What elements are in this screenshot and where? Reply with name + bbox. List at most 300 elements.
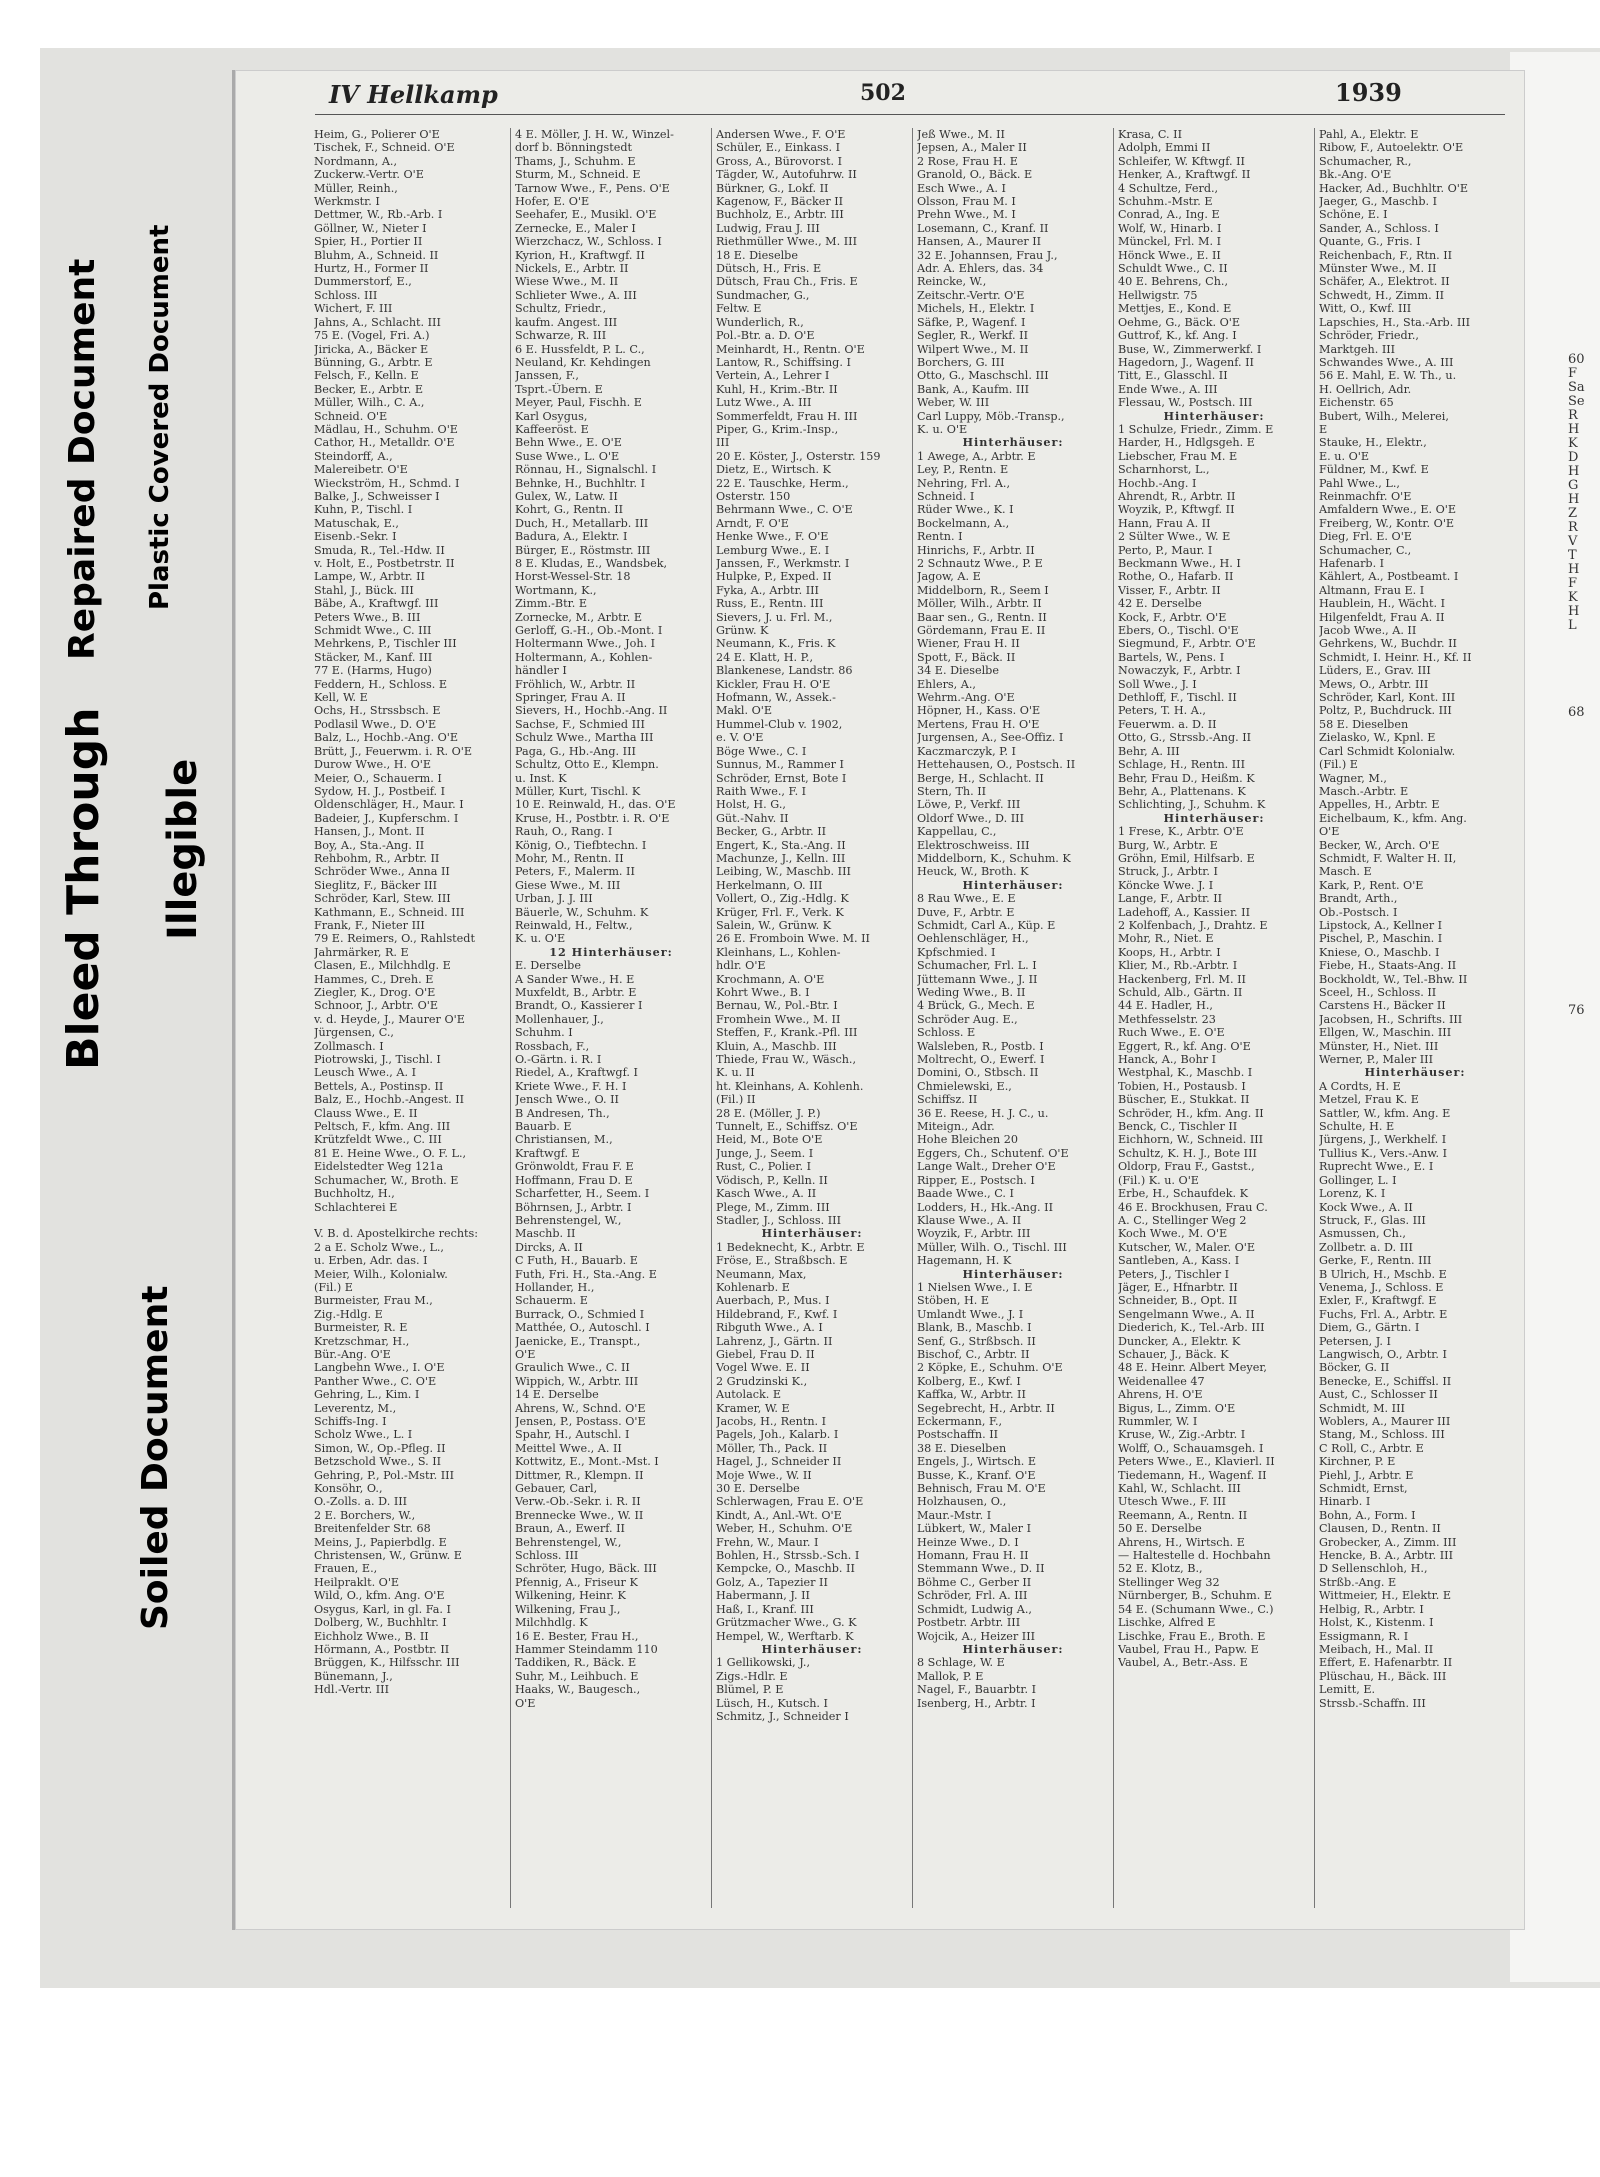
directory-entry: Seehafer, E., Musikl. O'E xyxy=(515,208,657,222)
directory-entry: Eichhorn, W., Schneid. III xyxy=(1118,1133,1264,1147)
directory-entry: Schröter, Hugo, Bäck. III xyxy=(515,1562,657,1576)
directory-entry: Hummel-Club v. 1902, xyxy=(716,717,843,731)
directory-entry: Koops, H., Arbtr. I xyxy=(1118,945,1221,959)
directory-entry: Hagemann, H. K xyxy=(917,1254,1012,1268)
directory-entry: Wortmann, K., xyxy=(515,583,597,597)
directory-entry: 36 E. Reese, H. J. C., u. xyxy=(917,1106,1049,1120)
directory-entry: Werner, P., Maler III xyxy=(1319,1053,1434,1067)
directory-entry: Wiese Wwe., M. II xyxy=(515,275,619,289)
directory-entry: Jiricka, A., Bäcker E xyxy=(314,342,429,356)
directory-entry: 1 Bedeknecht, K., Arbtr. E xyxy=(716,1240,865,1254)
directory-entry: Suhr, M., Leihbuch. E xyxy=(515,1669,639,1683)
directory-entry: Buse, W., Zimmerwerkf. I xyxy=(1118,342,1262,356)
directory-entry: Sturm, M., Schneid. E xyxy=(515,168,641,182)
directory-entry: Hackenberg, Frl. M. II xyxy=(1118,972,1246,986)
directory-entry: Kasch Wwe., A. II xyxy=(716,1187,817,1201)
edge-fragment: H xyxy=(1568,492,1580,507)
directory-entry: Neumann, Max, xyxy=(716,1267,807,1281)
directory-entry: Sydow, H. J., Postbeif. I xyxy=(314,784,446,798)
directory-entry: Schmidt, F. Walter H. II, xyxy=(1319,851,1457,865)
directory-entry: Behr, A. III xyxy=(1118,744,1180,758)
directory-entry: Christiansen, M., xyxy=(515,1133,613,1147)
directory-entry: Carl Luppy, Möb.-Transp., xyxy=(917,409,1065,423)
directory-entry: Harder, H., Hdlgsgeh. E xyxy=(1118,436,1255,450)
directory-entry: dorf b. Bönningstedt xyxy=(515,141,633,155)
directory-entry: Schmitz, J., Schneider I xyxy=(716,1709,849,1723)
directory-entry: Wippich, W., Arbtr. III xyxy=(515,1374,639,1388)
directory-entry: Matthée, O., Autoschl. I xyxy=(515,1321,650,1335)
directory-entry: Jahns, A., Schlacht. III xyxy=(314,315,441,329)
directory-entry: Schloss. E xyxy=(917,1026,976,1040)
directory-entry: Schlieter Wwe., A. III xyxy=(515,288,637,302)
directory-entry: Schumacher, W., Broth. E xyxy=(314,1173,459,1187)
directory-entry: Tsprt.-Übern. E xyxy=(515,382,603,396)
directory-entry: Höpner, H., Kass. O'E xyxy=(917,704,1041,718)
directory-entry: Middelborn, K., Schuhm. K xyxy=(917,851,1071,865)
directory-entry: Osygus, Karl, in gl. Fa. I xyxy=(314,1602,451,1616)
directory-entry: Hammer Steindamm 110 xyxy=(515,1642,658,1656)
directory-entry: Müller, Kurt, Tischl. K xyxy=(515,784,641,798)
directory-entry: 2 Rose, Frau H. E xyxy=(917,154,1018,168)
directory-entry: Schlerwagen, Frau E. O'E xyxy=(716,1495,864,1509)
directory-entry: Jensen, P., Postass. O'E xyxy=(515,1415,646,1428)
directory-entry: Ahrens, W., Schnd. O'E xyxy=(515,1401,646,1415)
directory-entry: Becker, W., Arch. O'E xyxy=(1319,838,1440,852)
directory-entry: Münckel, Frl. M. I xyxy=(1118,235,1222,249)
directory-entry: Kretzschmar, H., xyxy=(314,1334,410,1348)
directory-entry: Schröder Wwe., Anna II xyxy=(314,865,450,879)
directory-entry: Säfke, P., Wagenf. I xyxy=(917,315,1026,329)
directory-entry: Sunnus, M., Rammer I xyxy=(716,758,844,772)
directory-entry: Maschb. II xyxy=(515,1227,576,1241)
directory-entry: Tiedemann, H., Wagenf. II xyxy=(1118,1468,1267,1482)
directory-entry: Hinterhäuser: xyxy=(761,1227,863,1241)
directory-entry: Busse, K., Kranf. O'E xyxy=(917,1468,1036,1482)
directory-entry: Eichenstr. 65 xyxy=(1319,396,1394,410)
directory-entry: D Sellenschloh, H., xyxy=(1319,1562,1428,1576)
directory-entry: Karl Osygus, xyxy=(515,409,588,423)
directory-entry: Jüttemann Wwe., J. II xyxy=(917,972,1038,986)
directory-entry: Wichert, F. III xyxy=(314,302,393,316)
directory-entry: Dütsch, Frau Ch., Fris. E xyxy=(716,275,858,289)
directory-entry: Buchholz, E., Arbtr. III xyxy=(716,208,844,222)
directory-entry: Baar sen., G., Rentn. II xyxy=(917,610,1047,624)
directory-entry: Dieg, Frl. E. O'E xyxy=(1319,530,1412,544)
directory-entry: Malereibetr. O'E xyxy=(314,463,408,477)
directory-entry: Kappellau, C., xyxy=(917,825,997,839)
directory-entry: Vogel Wwe. E. II xyxy=(716,1361,810,1375)
header-rule xyxy=(315,114,1505,115)
directory-entry: Hinterhäuser: xyxy=(962,1642,1064,1656)
directory-entry: Gebauer, Carl, xyxy=(515,1482,598,1496)
directory-entry: Hagel, J., Schneider II xyxy=(716,1455,842,1469)
directory-entry: Lischke, Alfred E xyxy=(1118,1616,1216,1630)
directory-entry: Hofmann, W., Assek.- xyxy=(716,691,836,705)
directory-entry: Balz, L., Hochb.-Ang. O'E xyxy=(314,731,459,745)
directory-entry: Benecke, E., Schiffsl. II xyxy=(1319,1374,1452,1388)
directory-entry: 44 E. Hadler, H., xyxy=(1118,999,1213,1013)
directory-entry: Otto, G., Maschschl. III xyxy=(917,369,1049,383)
directory-entry: 48 E. Heinr. Albert Meyer, xyxy=(1118,1361,1267,1375)
directory-entry: Buchholtz, H., xyxy=(314,1187,395,1201)
directory-entry: Feltw. E xyxy=(716,302,762,316)
directory-entry: Walsleben, R., Postb. I xyxy=(917,1039,1044,1053)
directory-entry: Schröder Aug. E., xyxy=(917,1012,1018,1026)
directory-entry: K. u. O'E xyxy=(515,932,566,946)
directory-entry: Stadler, J., Schloss. III xyxy=(716,1213,842,1227)
directory-entry: Woblers, A., Maurer III xyxy=(1319,1415,1451,1428)
directory-entry: Böcker, G. II xyxy=(1319,1361,1390,1375)
directory-entry: Schmidt, M. III xyxy=(1319,1401,1405,1415)
directory-entry: Lorenz, K. I xyxy=(1319,1187,1386,1201)
directory-column-5 xyxy=(1114,128,1315,1908)
directory-entry: Simon, W., Op.-Pfleg. II xyxy=(314,1441,446,1455)
directory-entry: Wilkening, Heinr. K xyxy=(515,1589,626,1603)
directory-entry: Meyer, Paul, Fischh. E xyxy=(515,396,642,410)
directory-entry: Effert, E. Hafenarbtr. II xyxy=(1319,1656,1453,1670)
directory-entry: Rummler, W. I xyxy=(1118,1415,1198,1428)
directory-entry: Betzschold Wwe., S. II xyxy=(314,1455,442,1469)
directory-entry: Rothe, O., Hafarb. II xyxy=(1118,570,1234,584)
directory-entry: Mädlau, H., Schuhm. O'E xyxy=(314,422,458,436)
directory-entry: Bünning, G., Arbtr. E xyxy=(314,355,433,369)
directory-entry: 18 E. Dieselbe xyxy=(716,248,798,262)
directory-entry: Frehn, W., Maur. I xyxy=(716,1535,819,1549)
directory-entry: Golz, A., Tapezier II xyxy=(716,1575,828,1589)
directory-entry: Jagow, A. E xyxy=(917,570,981,584)
directory-entry: Thiede, Frau W., Wäsch., xyxy=(716,1053,857,1067)
directory-entry: König, O., Tiefbtechn. I xyxy=(515,838,647,852)
directory-entry: 58 E. Dieselben xyxy=(1319,717,1409,731)
directory-entry: C Futh, H., Bauarb. E xyxy=(515,1254,638,1268)
directory-entry: Jürgensen, C., xyxy=(314,1026,394,1040)
directory-entry: Hettehausen, O., Postsch. II xyxy=(917,758,1076,772)
directory-entry: Metzel, Frau K. E xyxy=(1319,1093,1419,1107)
directory-entry: Schuld, Alb., Gärtn. II xyxy=(1118,986,1243,999)
directory-entry: Schumacher, Frl. L. I xyxy=(917,959,1037,973)
directory-entry: Schloss. III xyxy=(314,288,378,302)
directory-entry: Bernau, W., Pol.-Btr. I xyxy=(716,999,838,1013)
directory-entry: Schmidt Wwe., C. III xyxy=(314,624,432,638)
directory-entry: Kaczmarczyk, P. I xyxy=(917,744,1016,758)
directory-entry: Böhrnsen, J., Arbtr. I xyxy=(515,1200,632,1214)
directory-entry: Kell, W. E xyxy=(314,691,368,705)
directory-column-2 xyxy=(511,128,712,1908)
directory-entry: Isenberg, H., Arbtr. I xyxy=(917,1696,1036,1710)
directory-entry: Visser, F., Arbtr. II xyxy=(1118,583,1221,597)
directory-entry: Grützmacher Wwe., G. K xyxy=(716,1616,857,1630)
directory-entry: Kock Wwe., A. II xyxy=(1319,1200,1413,1214)
directory-entry: Gehring, L., Kim. I xyxy=(314,1388,420,1402)
directory-entry: Meier, O., Schauerm. I xyxy=(314,771,442,785)
directory-entry: Cathor, H., Metalldr. O'E xyxy=(314,436,455,450)
directory-entry: Hellwigstr. 75 xyxy=(1118,288,1198,302)
label-bleed-through: Bleed Through xyxy=(58,707,109,1070)
directory-entry: H. Oellrich, Adr. xyxy=(1319,382,1412,396)
directory-entry: Stahl, J., Bück. III xyxy=(314,583,414,597)
directory-entry: Möller, Wilh., Arbtr. II xyxy=(917,597,1042,611)
directory-entry: Exler, F., Kraftwgf. E xyxy=(1319,1294,1437,1308)
directory-entry: Schwedt, H., Zimm. II xyxy=(1319,288,1445,302)
directory-entry: Löwe, P., Verkf. III xyxy=(917,798,1021,812)
directory-entry: Schröder, Ernst, Bote I xyxy=(716,771,847,785)
directory-entry: Hochb.-Ang. I xyxy=(1118,476,1197,490)
directory-entry: Petersen, J. I xyxy=(1319,1334,1391,1348)
degradation-labels xyxy=(40,120,240,1630)
directory-entry: Behr, A., Plattenans. K xyxy=(1118,784,1246,798)
directory-entry: 54 E. (Schumann Wwe., C.) xyxy=(1118,1602,1274,1616)
directory-entry: Breitenfelder Str. 68 xyxy=(314,1522,431,1536)
directory-entry: Becker, E., Arbtr. E xyxy=(314,382,424,396)
directory-entry: Hinarb. I xyxy=(1319,1495,1371,1509)
directory-entry: Büscher, E., Stukkat. II xyxy=(1118,1093,1250,1107)
directory-entry: Nagel, F., Bauarbtr. I xyxy=(917,1683,1037,1697)
directory-entry: Spott, F., Bäck. II xyxy=(917,650,1016,664)
directory-entry: Asmussen, Ch., xyxy=(1319,1227,1406,1241)
directory-entry: Schöne, E. I xyxy=(1319,208,1388,222)
directory-entry: Utesch Wwe., F. III xyxy=(1118,1495,1227,1509)
directory-entry: Fiebe, H., Staats-Ang. II xyxy=(1319,959,1457,973)
directory-entry: O'E xyxy=(1319,825,1340,839)
directory-entry: Tullius K., Vers.-Anw. I xyxy=(1319,1146,1448,1160)
directory-entry: Sommerfeldt, Frau H. III xyxy=(716,409,858,423)
directory-entry: Duncker, A., Elektr. K xyxy=(1118,1334,1241,1348)
directory-entry: Gross, A., Bürovorst. I xyxy=(716,154,843,168)
directory-entry: Auerbach, P., Mus. I xyxy=(716,1294,830,1308)
directory-entry: Bartels, W., Pens. I xyxy=(1118,650,1225,664)
directory-entry: Sundmacher, G., xyxy=(716,288,810,302)
directory-entry: Jeß Wwe., M. II xyxy=(917,128,1005,141)
directory-entry: Mohr, R., Niet. E xyxy=(1118,932,1214,946)
directory-entry: Eichholz Wwe., B. II xyxy=(314,1629,429,1643)
directory-entry: 30 E. Derselbe xyxy=(716,1482,800,1496)
directory-entry: Schlachterei E xyxy=(314,1200,398,1214)
directory-entry: Struck, J., Arbtr. I xyxy=(1118,865,1218,879)
directory-entry: (Fil.) E xyxy=(314,1280,353,1294)
directory-entry: Krasa, C. II xyxy=(1118,128,1183,141)
directory-entry: Behn Wwe., E. O'E xyxy=(515,436,622,450)
directory-entry: Eggers, Ch., Schutenf. O'E xyxy=(917,1146,1069,1160)
directory-entry: Bohn, A., Form. I xyxy=(1319,1508,1416,1522)
directory-entry: Nürnberger, B., Schuhm. E xyxy=(1118,1589,1273,1603)
directory-entry: hdlr. O'E xyxy=(716,959,766,973)
directory-entry: Böhme C., Gerber II xyxy=(917,1575,1032,1589)
directory-entry: v. d. Heyde, J., Maurer O'E xyxy=(314,1012,465,1026)
directory-entry: 1 Schulze, Friedr., Zimm. E xyxy=(1118,422,1274,436)
directory-entry: Holzhausen, O., xyxy=(917,1495,1007,1509)
directory-entry: Balke, J., Schweisser I xyxy=(314,489,440,503)
directory-entry: Santleben, A., Kass. I xyxy=(1118,1254,1240,1268)
directory-entry: Bäuerle, W., Schuhm. K xyxy=(515,905,649,919)
directory-entry: Nickels, E., Arbtr. II xyxy=(515,262,629,276)
directory-entry: Losemann, C., Kranf. II xyxy=(917,221,1049,235)
label-soiled-document: Soiled Document xyxy=(135,1285,176,1630)
directory-entry: Wojcik, A., Heizer III xyxy=(917,1629,1036,1643)
directory-entry: Schmidt, Ludwig A., xyxy=(917,1602,1032,1616)
directory-entry: Benck, C., Tischler II xyxy=(1118,1120,1238,1134)
directory-entry: Postbetr. Arbtr. III xyxy=(917,1616,1021,1630)
directory-entry: Langbehn Wwe., I. O'E xyxy=(314,1361,445,1375)
directory-entry: Mallok, P. E xyxy=(917,1669,984,1683)
directory-entry: Esch Wwe., A. I xyxy=(917,181,1006,195)
directory-entry: Olsson, Frau M. I xyxy=(917,195,1016,209)
edge-fragment: R xyxy=(1568,408,1578,423)
directory-entry: Poltz, P., Buchdruck. III xyxy=(1319,704,1452,718)
directory-entry: Christensen, W., Grünw. E xyxy=(314,1549,462,1563)
directory-entry: Holtermann Wwe., Joh. I xyxy=(515,637,656,651)
directory-entry: Witt, O., Kwf. III xyxy=(1319,302,1412,316)
directory-entry: Behrenstengel, W., xyxy=(515,1213,622,1227)
directory-entry: B Ulrich, H., Mschb. E xyxy=(1319,1267,1447,1281)
directory-entry: Leusch Wwe., A. I xyxy=(314,1066,416,1080)
directory-entry: Hann, Frau A. II xyxy=(1118,516,1211,530)
directory-entry: Bettels, A., Postinsp. II xyxy=(314,1079,444,1093)
directory-entry: Hansen, J., Mont. II xyxy=(314,825,425,839)
directory-entry: 2 a E. Scholz Wwe., L., xyxy=(314,1240,444,1254)
directory-entry: Wolff, O., Schauamsgeh. I xyxy=(1118,1441,1264,1455)
directory-entry: Junge, J., Seem. I xyxy=(716,1146,814,1160)
directory-entry: Carstens H., Bäcker II xyxy=(1319,999,1446,1013)
directory-entry: Muxfeldt, B., Arbtr. E xyxy=(515,986,637,999)
directory-entry: Duve, F., Arbtr. E xyxy=(917,905,1015,919)
directory-entry: Giebel, Frau D. II xyxy=(716,1347,815,1361)
directory-entry: Wiener, Frau H. II xyxy=(917,637,1020,651)
directory-entry: Rehbohm, R., Arbtr. II xyxy=(314,851,440,865)
directory-entry: Rauh, O., Rang. I xyxy=(515,825,613,839)
edge-fragment: H xyxy=(1568,604,1580,619)
directory-entry: Jensch Wwe., O. II xyxy=(515,1093,619,1107)
directory-entry: 22 E. Tauschke, Herm., xyxy=(716,476,849,490)
directory-entry: Feddern, H., Schloss. E xyxy=(314,677,448,691)
directory-entry: Kathmann, E., Schneid. III xyxy=(314,905,465,919)
directory-entry: Zeitschr.-Vertr. O'E xyxy=(917,288,1025,302)
directory-entry: Gollinger, L. I xyxy=(1319,1173,1397,1187)
directory-entry: Holtermann, A., Kohlen- xyxy=(515,650,653,664)
directory-entry: Wagner, M., xyxy=(1319,771,1387,785)
directory-entry: Kleinhans, L., Kohlen- xyxy=(716,945,841,959)
directory-entry: Reemann, A., Rentn. II xyxy=(1118,1508,1248,1522)
directory-entry: Holst, H. G., xyxy=(716,798,786,812)
directory-entry: Riedel, A., Kraftwgf. I xyxy=(515,1066,638,1080)
directory-entry: Haublein, H., Wächt. I xyxy=(1319,597,1446,611)
directory-entry: Woyzik, F., Arbtr. III xyxy=(917,1227,1031,1241)
page-number: 502 xyxy=(860,80,906,106)
directory-entry: Schultz, Friedr., xyxy=(515,302,607,316)
directory-entry: Rüder Wwe., K. I xyxy=(917,503,1014,517)
directory-entry: Liebscher, Frau M. E xyxy=(1118,449,1238,463)
directory-entry: Tunnelt, E., Schiffsz. O'E xyxy=(716,1120,858,1134)
directory-entry: Kniese, O., Maschb. I xyxy=(1319,945,1440,959)
directory-entry: Stäcker, M., Kanf. III xyxy=(314,650,433,664)
directory-entry: Berge, H., Schlacht. II xyxy=(917,771,1044,785)
directory-entry: Braun, A., Ewerf. II xyxy=(515,1522,625,1536)
directory-entry: Schröder, H., kfm. Ang. II xyxy=(1118,1106,1264,1120)
directory-entry: Haß, I., Kranf. III xyxy=(716,1602,814,1616)
directory-entry: Schuldt Wwe., C. II xyxy=(1118,262,1228,276)
directory-entry: Plüschau, H., Bäck. III xyxy=(1319,1669,1447,1683)
directory-entry: Hilgenfeldt, Frau A. II xyxy=(1319,610,1445,624)
directory-entry: Essigmann, R. I xyxy=(1319,1629,1409,1643)
left-margin xyxy=(0,0,40,2177)
directory-entry: Hanck, A., Bohr I xyxy=(1118,1053,1217,1067)
directory-column-1 xyxy=(310,128,511,1908)
directory-entry: Schmidt, I. Heinr. H., Kf. II xyxy=(1319,650,1472,664)
directory-entry: Hacker, Ad., Buchhltr. O'E xyxy=(1319,181,1469,195)
directory-entry: Gerloff, G.-H., Ob.-Mont. I xyxy=(515,624,663,638)
directory-entry: Blank, B., Maschb. I xyxy=(917,1321,1032,1335)
directory-entry: Brütt, J., Feuerwm. i. R. O'E xyxy=(314,744,473,758)
directory-entry: Wilpert Wwe., M. II xyxy=(917,342,1029,356)
directory-entry: Koch Wwe., M. O'E xyxy=(1118,1227,1228,1241)
directory-entry: Gröhn, Emil, Hilfsarb. E xyxy=(1118,851,1255,865)
edge-fragment: K xyxy=(1568,436,1578,451)
directory-entry: Flessau, W., Postsch. III xyxy=(1118,396,1253,410)
directory-entry: E. Derselbe xyxy=(515,959,581,973)
directory-entry: K. u. O'E xyxy=(917,422,968,436)
directory-entry: Russ, E., Rentn. III xyxy=(716,597,824,611)
directory-entry: Clausen, D., Rentn. II xyxy=(1319,1522,1441,1536)
directory-entry: Hörmann, A., Postbtr. II xyxy=(314,1642,450,1656)
directory-entry: B Andresen, Th., xyxy=(515,1106,610,1120)
directory-entry: Springer, Frau A. II xyxy=(515,691,626,705)
directory-entry: Behrmann Wwe., C. O'E xyxy=(716,503,853,517)
directory-entry: Meittel Wwe., A. II xyxy=(515,1441,622,1455)
directory-entry: Lange, F., Arbtr. II xyxy=(1118,892,1223,906)
directory-entry: Zernecke, E., Maler I xyxy=(515,221,636,235)
directory-entry: Kriete Wwe., F. H. I xyxy=(515,1079,627,1093)
directory-entry: Burmeister, Frau M., xyxy=(314,1294,433,1308)
directory-entry: Hagedorn, J., Wagenf. II xyxy=(1118,355,1254,369)
directory-entry: Taddiken, R., Bäck. E xyxy=(515,1656,637,1670)
directory-entry: Schiffsz. II xyxy=(917,1093,978,1107)
directory-entry: Becker, G., Arbtr. II xyxy=(716,825,827,839)
directory-entry: Schwandes Wwe., A. III xyxy=(1319,355,1454,369)
directory-entry: Behr, Frau D., Heißm. K xyxy=(1118,771,1255,785)
directory-entry: Peters, J., Tischler I xyxy=(1118,1267,1230,1281)
edge-fragment: T xyxy=(1568,548,1577,563)
directory-entry: Kohlenarb. E xyxy=(716,1280,790,1294)
directory-entry: Postschaffn. II xyxy=(917,1428,999,1442)
directory-entry: Hinterhäuser: xyxy=(962,1267,1064,1281)
directory-entry: Bür.-Ang. O'E xyxy=(314,1347,391,1361)
directory-entry: Marktgeh. III xyxy=(1319,342,1396,356)
directory-entry: Ebers, O., Tischl. O'E xyxy=(1118,624,1239,638)
directory-entry: Bockelmann, A., xyxy=(917,516,1010,530)
directory-entry: Tägder, W., Autofuhrw. II xyxy=(716,168,857,182)
directory-entry: Hansen, A., Maurer II xyxy=(917,235,1042,249)
directory-entry: Henke Wwe., F. O'E xyxy=(716,530,829,544)
directory-entry: Segebrecht, H., Arbtr. II xyxy=(917,1401,1055,1415)
street-title: IV Hellkamp xyxy=(329,80,498,109)
directory-entry: Clasen, E., Milchhdlg. E xyxy=(314,959,451,973)
directory-entry: Jaenicke, E., Transpt., xyxy=(515,1334,641,1348)
directory-entry: Kuhn, P., Tischl. I xyxy=(314,503,413,517)
directory-entry: 28 E. (Möller, J. P.) xyxy=(716,1106,821,1120)
directory-entry: Kock, F., Arbtr. O'E xyxy=(1118,610,1227,624)
directory-entry: C Roll, C., Arbtr. E xyxy=(1319,1441,1424,1455)
directory-entry: Jaeger, G., Maschb. I xyxy=(1319,195,1438,209)
directory-entry: v. Holt, E., Postbetrstr. II xyxy=(314,557,455,570)
directory-entry: Ahrens, H. O'E xyxy=(1118,1388,1203,1402)
directory-entry: Böge Wwe., C. I xyxy=(716,744,807,758)
directory-entry: Burmeister, R. E xyxy=(314,1321,408,1335)
directory-entry: Schloss. III xyxy=(515,1549,579,1563)
directory-entry: Bohlen, H., Strssb.-Sch. I xyxy=(716,1549,860,1563)
directory-entry: Felsch, F., Kelln. E xyxy=(314,369,419,383)
directory-entry: Schultz, K. H. J., Bote III xyxy=(1118,1146,1257,1160)
directory-entry: Mehrkens, P., Tischler III xyxy=(314,637,457,651)
directory-entry: Reincke, W., xyxy=(917,275,987,289)
